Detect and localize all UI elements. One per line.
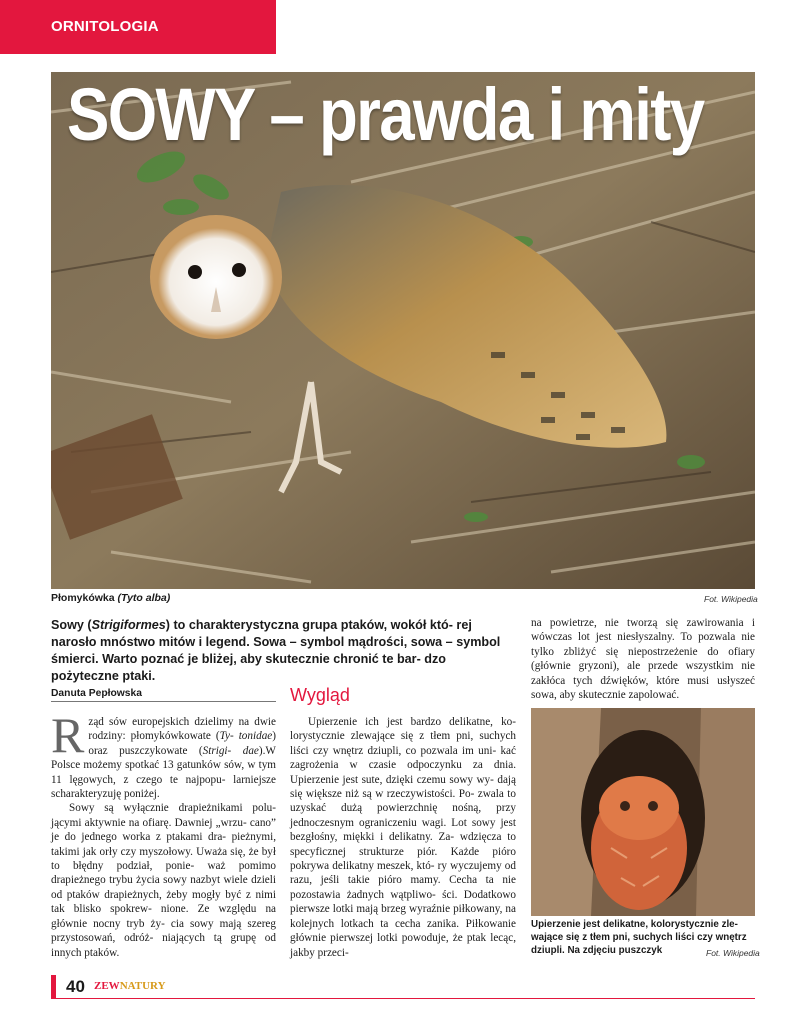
hero-photo-credit: Fot. Wikipedia <box>704 594 758 604</box>
text: ząd sów europejskich dzielimy na dwie rodziny: płomykówkowate ( <box>88 716 276 743</box>
photo2-credit: Fot. Wikipedia <box>706 948 760 958</box>
caption-latin: (Tyto alba) <box>117 592 171 604</box>
lead-latin: Strigiformes <box>91 618 166 632</box>
paragraph-predators: Sowy są wyłącznie drapieżnikami polu- jącymi aktywnie na ofiarę. Dawniej „wrzu- cano” je do jednego worka z ptakami dra- pieżnymi, takimi jak orły czy myszołowy. Uważa się, że był to błędny podział, ponie- waż pomimo drapieżnego trybu życia sowy nazbyt wiele dzieli od ptaków drapieżnych, żeby mogły być z nimi tak blisko spokrew- nione. Ze względu na głównie nocny tryb ży- cia sowy mają szereg przystosowań, odróż- niających tą grupę od innych ptaków. <box>51 802 276 959</box>
lead-text-2: ) to charakterystyczna grupa ptaków, wokół któ- rej narosło mnóstwo mitów i legend. Sowa – symbol mądrości, sowa – symbol śmierci. Warto poznać je bliżej, aby skutecznie chronić te bar- dzo pożyteczne ptaki. <box>51 618 501 683</box>
column-2 <box>290 715 516 960</box>
article-headline: SOWY – prawda i mity <box>67 73 704 156</box>
lead-text-1: Sowy ( <box>51 618 92 632</box>
text: ).W Polsce możemy spotkać 13 gatunków sów, w tym 11 lęgowych, z czego te najpopu- larniejsze scharakteryzuję poniżej. <box>51 744 276 801</box>
footer-rule <box>51 998 755 999</box>
paragraph-intro <box>51 707 276 801</box>
text: ) oraz puszczykowate ( <box>88 730 276 757</box>
paragraph-plumage: Upierzenie ich jest bardzo delikatne, ko- lorystycznie zlewające się z tłem pni, suchych liści czy wnętrz dziupli, co pozwala im uni- kać zagrożenia w czasie odpoczynku za dnia. Upierzenie jest sute, dzięki czemu sowy wy- dają się większe niż są w rzeczywistości. Po- zwala to uzyskać dużą powierzchnię nośną, przy jednoczesnym ograniczeniu wagi. Lot sowy jest bezgłośny, miękki i delikatny. Za- wdzięcza to specyficznej strukturze piór. Każde pióro pokrywa delikatny meszek, któ- ry wyczujemy od razu, jeśli takie pióro mamy. Cecha ta nie pozostawia żadnych wątpliwo- ści. Dodatkowo pierwsze lotki mają brzeg wyraźnie piłkowany, na kolejnych lotkach ta cecha zanika. Piłkowanie głównie pierwszej lotki powoduje, że ptak lecąc, jakby przeci- <box>290 716 516 959</box>
caption-species: Płomykówka <box>51 592 115 604</box>
tawny-owl-photo <box>531 708 755 916</box>
section-subheading: Wygląd <box>290 685 350 705</box>
column-1 <box>51 707 276 960</box>
magazine-logo <box>94 980 166 992</box>
page-number: 40 <box>51 975 85 999</box>
paragraph-flight: na powietrze, nie tworzą się zawirowania i wówczas lot jest niesłyszalny. To pozwala nie tylko zbliżyć się niepostrzeżenie do ofiary (głównie gryzoni), ale przede wszystkim nie zakłóca tych dźwięków, które musi usłyszeć sowa, aby skutecznie zapolować. <box>531 617 755 702</box>
hero-caption <box>51 592 170 604</box>
author-byline: Danuta Pepłowska <box>51 688 276 702</box>
column-3 <box>531 616 755 702</box>
lead-paragraph <box>51 617 517 685</box>
logo-part-2: NATURY <box>119 980 166 992</box>
caption-text: Upierzenie jest delikatne, kolorystycznie zle- wające się z tłem pni, suchych liści czy wnętrz dziupli. Na zdjęciu puszczyk <box>531 919 747 956</box>
logo-part-1: ZEW <box>94 980 120 992</box>
section-label: ORNITOLOGIA <box>0 0 276 54</box>
latin-term: Ty- tonidae <box>219 730 273 743</box>
drop-cap: R <box>51 707 85 763</box>
latin-term: Strigi- dae <box>202 744 259 757</box>
